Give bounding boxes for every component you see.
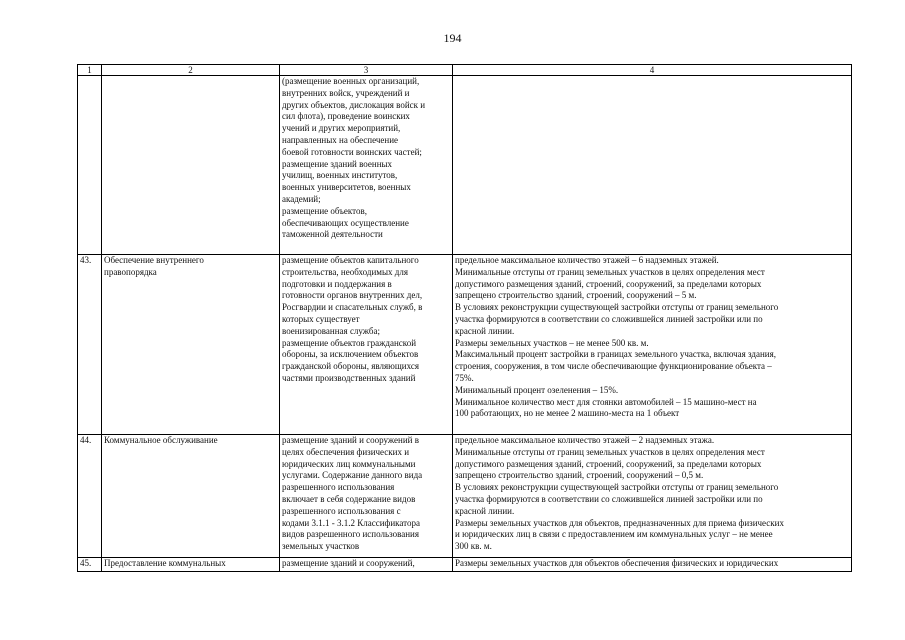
row-parameters-cell: [453, 435, 852, 558]
text-line: академий;: [282, 193, 321, 204]
text-line: красной линии.: [455, 505, 515, 516]
text-line: (размещение военных организаций,: [282, 76, 420, 86]
table-row: [78, 76, 852, 255]
text-line: размещение объектов,: [282, 205, 367, 216]
text-line: красной линии.: [455, 325, 515, 336]
text-line: военных университетов, военных: [282, 182, 411, 193]
text-line: Размеры земельных участков для объектов, предназначенных для приема физических: [455, 517, 784, 528]
text-line: строительства, необходимых для: [282, 266, 408, 277]
text-line: запрещено строительство зданий, строений, сооружений – 0,5 м.: [455, 470, 704, 481]
row-parameters-cell: [453, 558, 852, 572]
zoning-table: [77, 64, 852, 572]
header-cell-number: 1: [78, 65, 102, 76]
row-number-cell: [78, 76, 102, 255]
text-line: Минимальный процент озеленения – 15%.: [455, 384, 619, 395]
text-line: Размеры земельных участков – не менее 500 кв. м.: [455, 337, 649, 348]
table-row: [78, 255, 852, 435]
text-line: разрешенного использования: [282, 482, 395, 493]
text-line: Росгвардии и спасательных служб, в: [282, 302, 423, 313]
row-name-cell: [102, 76, 280, 255]
text-line: готовности органов внутренних дел,: [282, 290, 423, 301]
row-parameters-cell: [453, 76, 852, 255]
row-description-cell: [280, 255, 453, 435]
text-line: учений и других мероприятий,: [282, 123, 401, 134]
text-line: и юридических лиц в связи с предоставлением им коммунальных услуг – не менее: [455, 529, 773, 540]
text-line: обеспечивающих осуществление: [282, 217, 409, 228]
text-line: кодами 3.1.1 - 3.1.2 Классификатора: [282, 517, 420, 528]
text-line: Коммунальное обслуживание: [104, 435, 218, 445]
header-cell-name: 2: [102, 65, 280, 76]
text-line: сил флота), проведение воинских: [282, 111, 410, 122]
text-line: предельное максимальное количество этажей – 2 надземных этажа.: [455, 435, 715, 445]
text-line: 300 кв. м.: [455, 541, 492, 552]
text-line: частями производственных зданий: [282, 372, 416, 383]
text-line: Минимальное количество мест для стоянки автомобилей – 15 машино-мест на: [455, 396, 757, 407]
page-number: 194: [443, 31, 462, 45]
text-line: целях обеспечения физических и: [282, 446, 410, 457]
text-line: обороны, за исключением объектов: [282, 349, 419, 360]
text-line: подготовки и поддержания в: [282, 278, 392, 289]
text-line: размещение зданий и сооружений,: [282, 558, 415, 568]
text-line: правопорядка: [104, 266, 157, 277]
text-line: В условиях реконструкции существующей застройки отступы от границ земельного: [455, 482, 779, 493]
text-line: Минимальные отступы от границ земельных участков в целях определения мест: [455, 266, 765, 277]
row-name-cell: [102, 558, 280, 572]
text-line: таможенной деятельности: [282, 229, 383, 240]
text-line: 100 работающих, но не менее 2 машино-места на 1 объект: [455, 408, 680, 419]
text-line: В условиях реконструкции существующей застройки отступы от границ земельного: [455, 302, 779, 313]
text-line: разрешенного использования с: [282, 505, 401, 516]
text-line: размещение объектов гражданской: [282, 337, 417, 348]
text-line: размещение зданий и сооружений в: [282, 435, 419, 445]
text-line: Предоставление коммунальных: [104, 558, 226, 568]
text-line: училищ, военных институтов,: [282, 170, 398, 181]
row-description-cell: [280, 435, 453, 558]
row-description-cell: [280, 558, 453, 572]
text-line: допустимого размещения зданий, строений, сооружений, за пределами которых: [455, 278, 762, 289]
text-line: гражданской обороны, являющихся: [282, 361, 419, 372]
row-number-cell: 44.: [78, 435, 102, 558]
header-row: [78, 65, 852, 76]
text-line: юридических лиц коммунальными: [282, 458, 416, 469]
text-line: Размеры земельных участков для объектов обеспечения физических и юридических: [455, 558, 779, 568]
row-number-cell: 45.: [78, 558, 102, 572]
text-line: участка формируются в соответствии со сложившейся линией застройки или по: [455, 493, 763, 504]
row-parameters-cell: [453, 255, 852, 435]
text-line: запрещено строительство зданий, строений, сооружений – 5 м.: [455, 290, 697, 301]
text-line: внутренних войск, учреждений и: [282, 87, 410, 98]
text-line: которых существует: [282, 313, 360, 324]
text-line: участка формируются в соответствии со сложившейся линией застройки или по: [455, 313, 763, 324]
text-line: направленных на обеспечение: [282, 134, 399, 145]
table-row: [78, 558, 852, 572]
text-line: размещение объектов капитального: [282, 255, 419, 265]
text-line: услугами. Содержание данного вида: [282, 470, 423, 481]
text-line: предельное максимальное количество этажей – 6 надземных этажей.: [455, 255, 719, 265]
row-name-cell: [102, 255, 280, 435]
text-line: допустимого размещения зданий, строений, сооружений, за пределами которых: [455, 458, 762, 469]
text-line: Обеспечение внутреннего: [104, 255, 204, 265]
row-name-cell: [102, 435, 280, 558]
text-line: включает в себя содержание видов: [282, 493, 416, 504]
text-line: 75%.: [455, 372, 474, 383]
text-line: военизированная служба;: [282, 325, 380, 336]
row-number-cell: 43.: [78, 255, 102, 435]
text-line: других объектов, дислокация войск и: [282, 99, 426, 110]
table-row: [78, 435, 852, 558]
text-line: строения, сооружения, в том числе обеспечивающие функционирование объекта –: [455, 361, 772, 372]
text-line: земельных участков: [282, 541, 360, 552]
text-line: Минимальные отступы от границ земельных участков в целях определения мест: [455, 446, 765, 457]
text-line: боевой готовности воинских частей;: [282, 146, 422, 157]
row-description-cell: [280, 76, 453, 255]
text-line: Максимальный процент застройки в границах земельного участка, включая здания,: [455, 349, 776, 360]
text-line: видов разрешенного использования: [282, 529, 419, 540]
header-cell-parameters: 4: [453, 65, 852, 76]
header-cell-description: 3: [280, 65, 453, 76]
text-line: размещение зданий военных: [282, 158, 393, 169]
